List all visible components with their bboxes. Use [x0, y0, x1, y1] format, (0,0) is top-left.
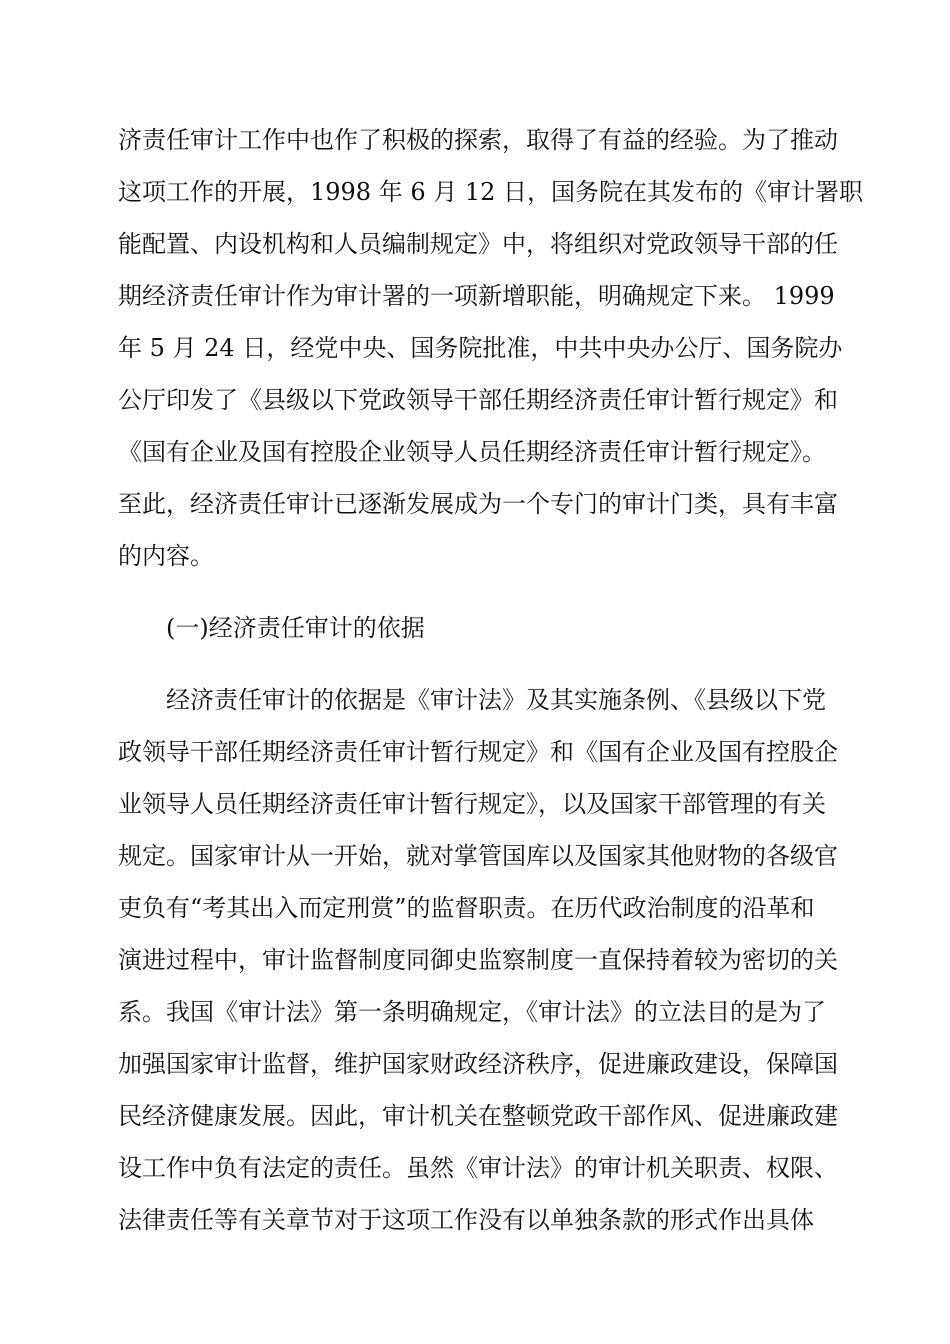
text-line: 加强国家审计监督，维护国家财政经济秩序，促进廉政建设，保障国	[118, 1050, 838, 1078]
text-line: 的内容。	[118, 542, 214, 570]
text-line: 《国有企业及国有控股企业领导人员任期经济责任审计暂行规定》。	[118, 438, 826, 466]
text-line: 法律责任等有关章节对于这项工作没有以单独条款的形式作出具体	[118, 1206, 814, 1234]
text-line: 规定。国家审计从一开始，就对掌管国库以及国家其他财物的各级官	[118, 842, 838, 870]
text-line: 公厅印发了《县级以下党政领导干部任期经济责任审计暂行规定》和	[118, 386, 838, 414]
text-line: 济责任审计工作中也作了积极的探索，取得了有益的经验。为了推动	[118, 126, 838, 154]
text-line: 吏负有“考其出入而定刑赏”的监督职责。在历代政治制度的沿革和	[118, 894, 815, 922]
text-line: 业领导人员任期经济责任审计暂行规定》，以及国家干部管理的有关	[118, 790, 826, 818]
text-line: 至此，经济责任审计已逐渐发展成为一个专门的审计门类，具有丰富	[118, 490, 838, 518]
text-line: 设工作中负有法定的责任。虽然《审计法》的审计机关职责、权限、	[118, 1154, 838, 1182]
text-line: 政领导干部任期经济责任审计暂行规定》和《国有企业及国有控股企	[118, 738, 838, 766]
section-heading: (一)经济责任审计的依据	[166, 614, 425, 642]
text-line: 年 5 月 24 日，经党中央、国务院批准，中共中央办公厅、国务院办	[118, 334, 843, 362]
text-line: 期经济责任审计作为审计署的一项新增职能，明确规定下来。 1999	[118, 282, 835, 310]
text-line: 这项工作的开展，1998 年 6 月 12 日，国务院在其发布的《审计署职	[118, 178, 864, 206]
text-line: 演进过程中，审计监督制度同御史监察制度一直保持着较为密切的关	[118, 946, 838, 974]
text-line: 经济责任审计的依据是《审计法》及其实施条例、《县级以下党	[166, 686, 826, 714]
text-line: 能配置、内设机构和人员编制规定》中，将组织对党政领导干部的任	[118, 230, 838, 258]
text-line: 民经济健康发展。因此，审计机关在整顿党政干部作风、促进廉政建	[118, 1102, 838, 1130]
text-line: 系。我国《审计法》第一条明确规定，《审计法》的立法目的是为了	[118, 998, 826, 1026]
